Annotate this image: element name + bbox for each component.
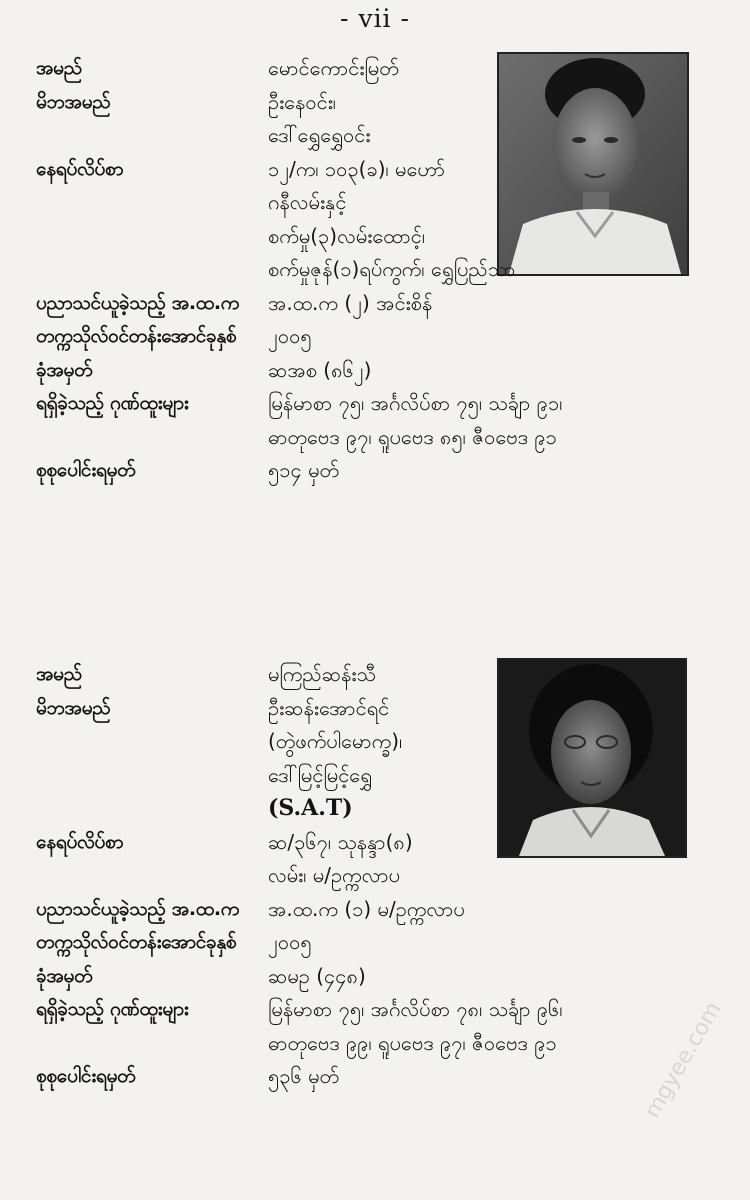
- field-value: (S.A.T): [268, 795, 353, 821]
- field-value: မြန်မာစာ ၇၅၊ အင်္ဂလိပ်စာ ၇၈၊ သင်္ချာ ၉၆၊: [268, 997, 563, 1021]
- detail-row: [0, 320, 750, 354]
- field-label: နေရပ်လိပ်စာ: [36, 830, 124, 853]
- field-label: အမည်: [36, 57, 82, 79]
- field-value: ၅၁၄ မှတ်: [268, 458, 340, 482]
- field-value: မြန်မာစာ ၇၅၊ အင်္ဂလိပ်စာ ၇၅၊ သင်္ချာ ၉၁၊: [268, 391, 563, 415]
- field-label: နေရပ်လိပ်စာ: [36, 157, 124, 180]
- field-label: တက္ကသိုလ်ဝင်တန်းအောင်ခုနှစ်: [36, 931, 237, 953]
- detail-row: [0, 253, 750, 287]
- field-value: ဦးနေဝင်း၊: [268, 89, 336, 114]
- field-value: ၅၃၆ မှတ်: [268, 1064, 340, 1088]
- detail-row: [0, 52, 750, 86]
- field-value: အ.ထ.က (၁) မ/ဥက္ကလာပ: [268, 896, 465, 921]
- field-label: ပညာသင်ယူခဲ့သည့် အ.ထ.က: [36, 897, 240, 920]
- field-value: အ.ထ.က (၂) အင်းစိန်: [268, 290, 433, 315]
- detail-row: [0, 153, 750, 187]
- field-value: ၂၀၀၅: [268, 324, 312, 348]
- detail-row: [0, 759, 750, 793]
- detail-row: [0, 354, 750, 388]
- field-value: (တွဲဖက်ပါမောက္ခ)၊: [268, 729, 403, 753]
- field-value: စက်မှုဇုန်(၁)ရပ်ကွက်၊ ရွှေပြည်သာ: [268, 257, 516, 281]
- detail-row: [0, 119, 750, 153]
- entry-details: [0, 658, 750, 1094]
- field-value: လမ်း၊ မ/ဥက္ကလာပ: [268, 863, 400, 887]
- detail-row: [0, 421, 750, 455]
- detail-row: [0, 792, 750, 826]
- detail-row: [0, 1027, 750, 1061]
- detail-row: [0, 86, 750, 120]
- field-label: ရရှိခဲ့သည့် ဂုဏ်ထူးများ: [36, 998, 189, 1020]
- field-label: စုစုပေါင်းရမှတ်: [36, 1065, 136, 1087]
- field-label: ခုံအမှတ်: [36, 964, 93, 987]
- detail-row: [0, 926, 750, 960]
- field-value: ဒေါ်ရွှေရွှေဝင်း: [268, 123, 371, 147]
- field-value: ဂနီလမ်းနှင့်: [268, 190, 347, 214]
- field-value: ဓာတုဗေဒ ၉၇၊ ရူပဗေဒ ၈၅၊ ဇီဝဗေဒ ၉၁: [268, 424, 557, 449]
- field-value: ဆ/၃၆၇၊ သုနန္ဒာ(၈): [268, 829, 413, 854]
- field-value: ဒေါ်မြင့်မြင့်ရွှေ: [268, 762, 373, 787]
- field-value: မကြည်ဆန်းသီ: [268, 662, 376, 686]
- detail-row: [0, 893, 750, 927]
- detail-row: [0, 1060, 750, 1094]
- field-label: ပညာသင်ယူခဲ့သည့် အ.ထ.က: [36, 291, 240, 314]
- student-entry: [0, 52, 750, 488]
- field-label: အမည်: [36, 663, 82, 685]
- detail-row: [0, 692, 750, 726]
- detail-row: [0, 186, 750, 220]
- field-value: ဆမဥ (၄၄၈): [268, 963, 366, 988]
- field-label: မိဘအမည်: [36, 90, 111, 113]
- detail-row: [0, 658, 750, 692]
- page-number: - vii -: [340, 4, 410, 33]
- field-label: ရရှိခဲ့သည့် ဂုဏ်ထူးများ: [36, 392, 189, 414]
- field-value: စက်မှု(၃)လမ်းထောင့်၊: [268, 223, 426, 248]
- field-value: ဦးဆန်းအောင်ရင်: [268, 695, 390, 720]
- student-entry: [0, 658, 750, 1094]
- detail-row: [0, 725, 750, 759]
- field-value: မောင်ကောင်းမြတ်: [268, 56, 399, 80]
- field-label: ခုံအမှတ်: [36, 358, 93, 381]
- detail-row: [0, 826, 750, 860]
- detail-row: [0, 454, 750, 488]
- detail-row: [0, 287, 750, 321]
- entry-details: [0, 52, 750, 488]
- field-label: မိဘအမည်: [36, 696, 111, 719]
- field-value: ဆအစ (၈၆၂): [268, 357, 372, 382]
- detail-row: [0, 960, 750, 994]
- field-value: ဓာတုဗေဒ ၉၉၊ ရူပဗေဒ ၉၇၊ ဇီဝဗေဒ ၉၁: [268, 1030, 557, 1055]
- detail-row: [0, 859, 750, 893]
- watermark: mgyee.com: [640, 997, 727, 1123]
- detail-row: [0, 387, 750, 421]
- field-value: ၁၂/က၊ ၁၀၃(ခ)၊ မဟော်: [268, 156, 446, 181]
- field-label: စုစုပေါင်းရမှတ်: [36, 459, 136, 481]
- detail-row: [0, 993, 750, 1027]
- field-value: ၂၀၀၅: [268, 930, 312, 954]
- field-label: တက္ကသိုလ်ဝင်တန်းအောင်ခုနှစ်: [36, 325, 237, 347]
- detail-row: [0, 220, 750, 254]
